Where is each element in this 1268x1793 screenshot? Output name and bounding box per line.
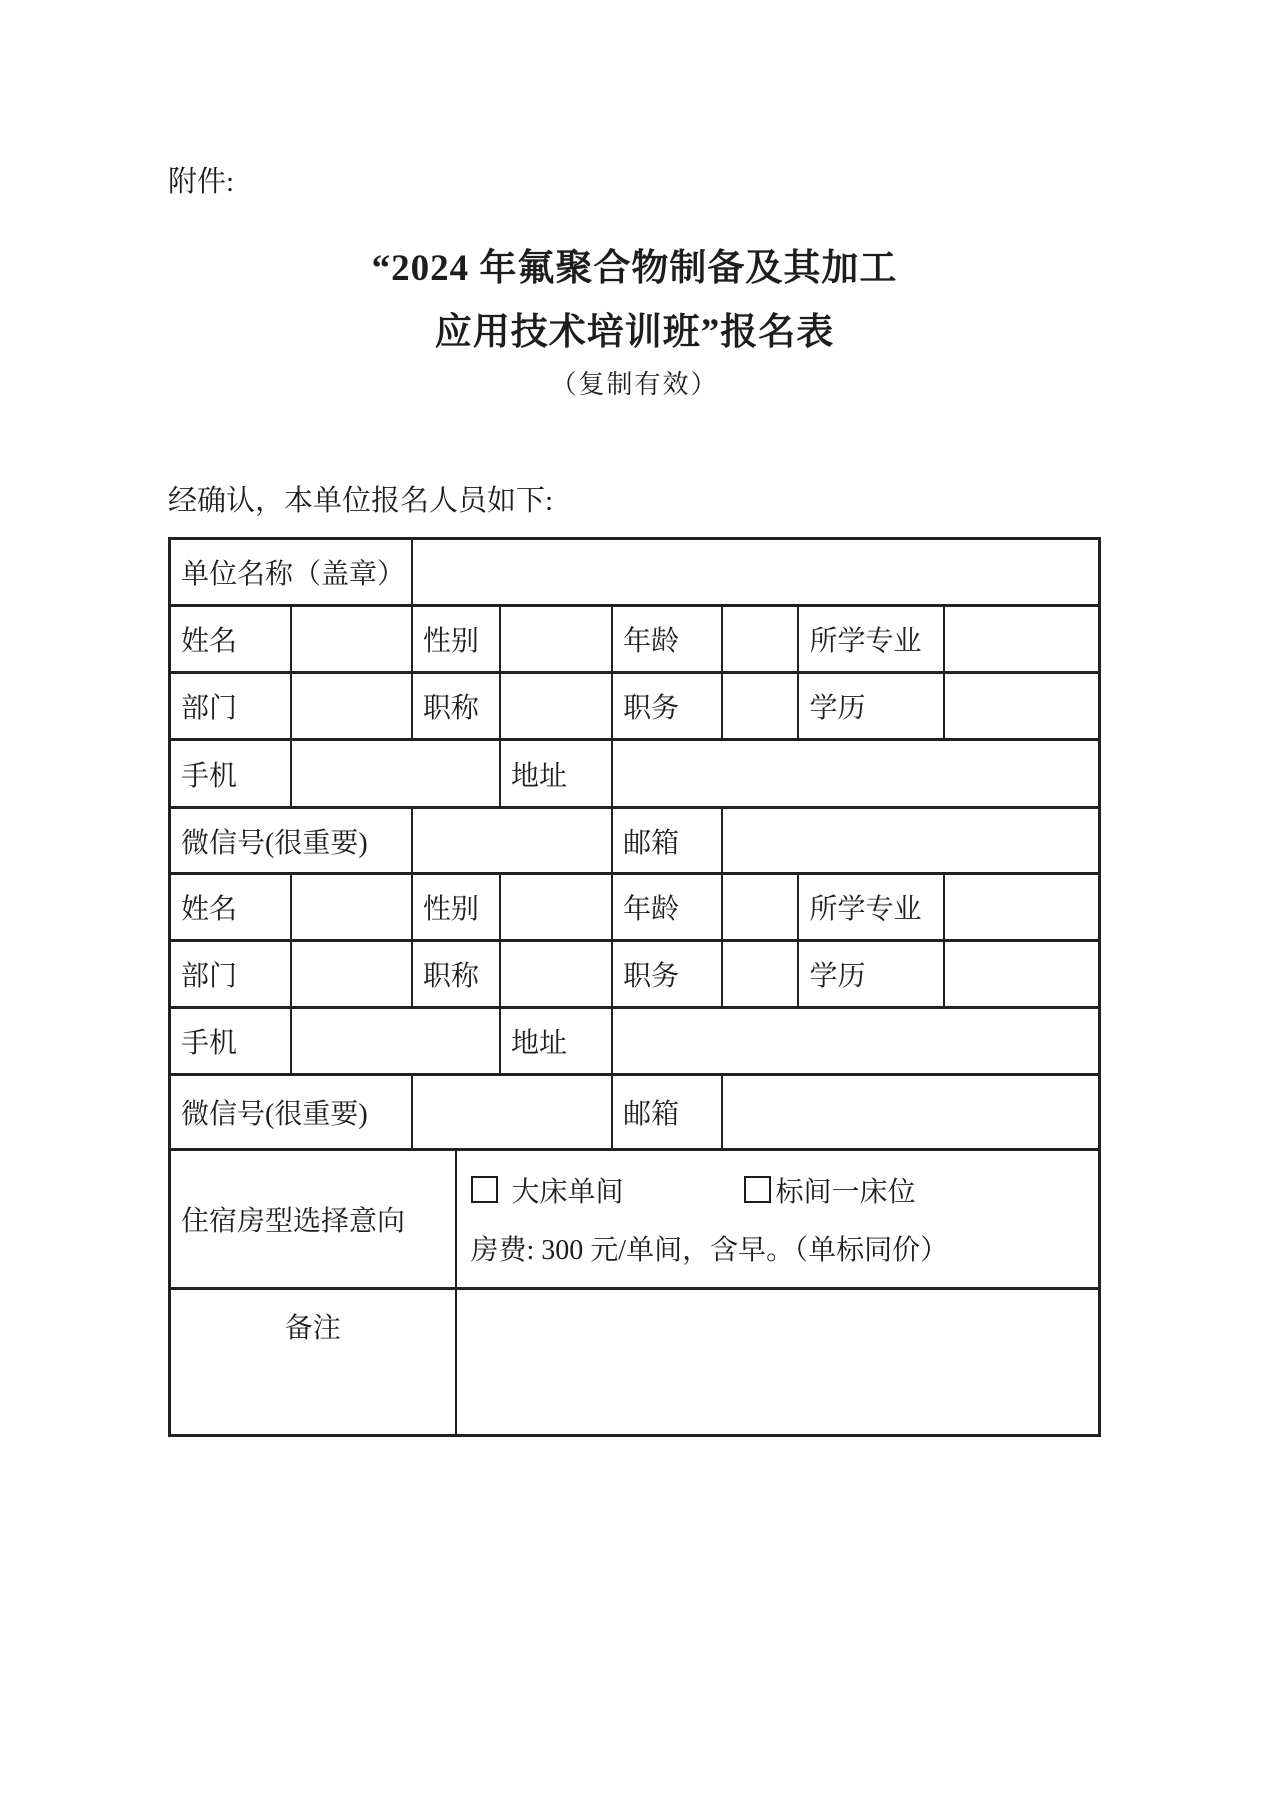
- wechat-label: 微信号(很重要): [171, 1076, 413, 1148]
- education-value-cell[interactable]: [945, 674, 1098, 738]
- address-label: 地址: [501, 1009, 613, 1073]
- subtitle: （复制有效）: [550, 370, 719, 399]
- email-value-cell[interactable]: [723, 809, 1098, 872]
- unit-name-row: [171, 540, 1098, 607]
- mobile-label: 手机: [171, 1009, 292, 1073]
- gender-value-cell[interactable]: [501, 607, 613, 671]
- mobile-value-cell[interactable]: [292, 1009, 502, 1073]
- person1-wechat-row: [171, 809, 1098, 875]
- remarks-row: [171, 1290, 1098, 1434]
- age-label: 年龄: [613, 607, 723, 671]
- gender-label: 性别: [413, 607, 501, 671]
- accommodation-row: [171, 1151, 1098, 1290]
- department-value-cell[interactable]: [292, 674, 413, 738]
- title-value-cell[interactable]: [501, 942, 613, 1006]
- address-value-cell[interactable]: [613, 741, 1098, 806]
- wechat-label: 微信号(很重要): [171, 809, 413, 872]
- big-bed-single-label: 大床单间: [511, 1176, 624, 1208]
- wechat-value-cell[interactable]: [413, 809, 613, 872]
- person2-wechat-row: [171, 1076, 1098, 1151]
- education-label: 学历: [799, 942, 945, 1006]
- position-value-cell[interactable]: [723, 674, 799, 738]
- department-label: 部门: [171, 942, 292, 1006]
- major-value-cell[interactable]: [945, 607, 1098, 671]
- empty-checkbox-icon[interactable]: [471, 1176, 498, 1203]
- title-value-cell[interactable]: [501, 674, 613, 738]
- person1-contact-row: [171, 741, 1098, 809]
- address-value-cell[interactable]: [613, 1009, 1098, 1073]
- person1-job-row: [171, 674, 1098, 741]
- registration-table: [168, 537, 1101, 1437]
- gender-value-cell[interactable]: [501, 875, 613, 939]
- mobile-label: 手机: [171, 741, 292, 806]
- title-line-1: “2024 年氟聚合物制备及其加工: [371, 248, 898, 289]
- unit-name-value-cell[interactable]: [413, 540, 1098, 604]
- name-label: 姓名: [171, 607, 292, 671]
- form-title: [168, 237, 1101, 365]
- major-value-cell[interactable]: [945, 875, 1098, 939]
- position-label: 职务: [613, 674, 723, 738]
- age-value-cell[interactable]: [723, 607, 799, 671]
- room-fee-note: 房费: 300 元/单间，含早。（单标同价）: [470, 1235, 949, 1267]
- title-line-2: 应用技术培训班”报名表: [434, 312, 835, 353]
- age-value-cell[interactable]: [723, 875, 799, 939]
- accommodation-label: 住宿房型选择意向: [171, 1151, 457, 1287]
- person2-identity-row: [171, 875, 1098, 942]
- attachment-label: 附件:: [168, 166, 235, 198]
- empty-checkbox-icon[interactable]: [744, 1176, 771, 1203]
- remarks-value-cell[interactable]: [457, 1290, 1098, 1434]
- name-label: 姓名: [171, 875, 292, 939]
- department-label: 部门: [171, 674, 292, 738]
- name-value-cell[interactable]: [292, 875, 413, 939]
- age-label: 年龄: [613, 875, 723, 939]
- email-label: 邮箱: [613, 1076, 723, 1148]
- gender-label: 性别: [413, 875, 501, 939]
- intro-text: 经确认，本单位报名人员如下:: [168, 485, 554, 517]
- name-value-cell[interactable]: [292, 607, 413, 671]
- title-label: 职称: [413, 942, 501, 1006]
- address-label: 地址: [501, 741, 613, 806]
- major-label: 所学专业: [799, 875, 945, 939]
- standard-room-option[interactable]: [744, 1170, 916, 1210]
- position-label: 职务: [613, 942, 723, 1006]
- big-bed-single-option[interactable]: [471, 1170, 624, 1210]
- wechat-value-cell[interactable]: [413, 1076, 613, 1148]
- accommodation-options-cell: [457, 1151, 1098, 1287]
- education-value-cell[interactable]: [945, 942, 1098, 1006]
- person2-job-row: [171, 942, 1098, 1009]
- title-label: 职称: [413, 674, 501, 738]
- person1-identity-row: [171, 607, 1098, 674]
- email-label: 邮箱: [613, 809, 723, 872]
- document-content: [168, 0, 1101, 1437]
- education-label: 学历: [799, 674, 945, 738]
- email-value-cell[interactable]: [723, 1076, 1098, 1148]
- department-value-cell[interactable]: [292, 942, 413, 1006]
- mobile-value-cell[interactable]: [292, 741, 502, 806]
- major-label: 所学专业: [799, 607, 945, 671]
- position-value-cell[interactable]: [723, 942, 799, 1006]
- remarks-label: 备注: [171, 1290, 457, 1434]
- accommodation-options: [471, 1170, 1090, 1210]
- person2-contact-row: [171, 1009, 1098, 1076]
- unit-name-label: 单位名称（盖章）: [171, 540, 413, 604]
- standard-room-label: 标间一床位: [775, 1176, 916, 1208]
